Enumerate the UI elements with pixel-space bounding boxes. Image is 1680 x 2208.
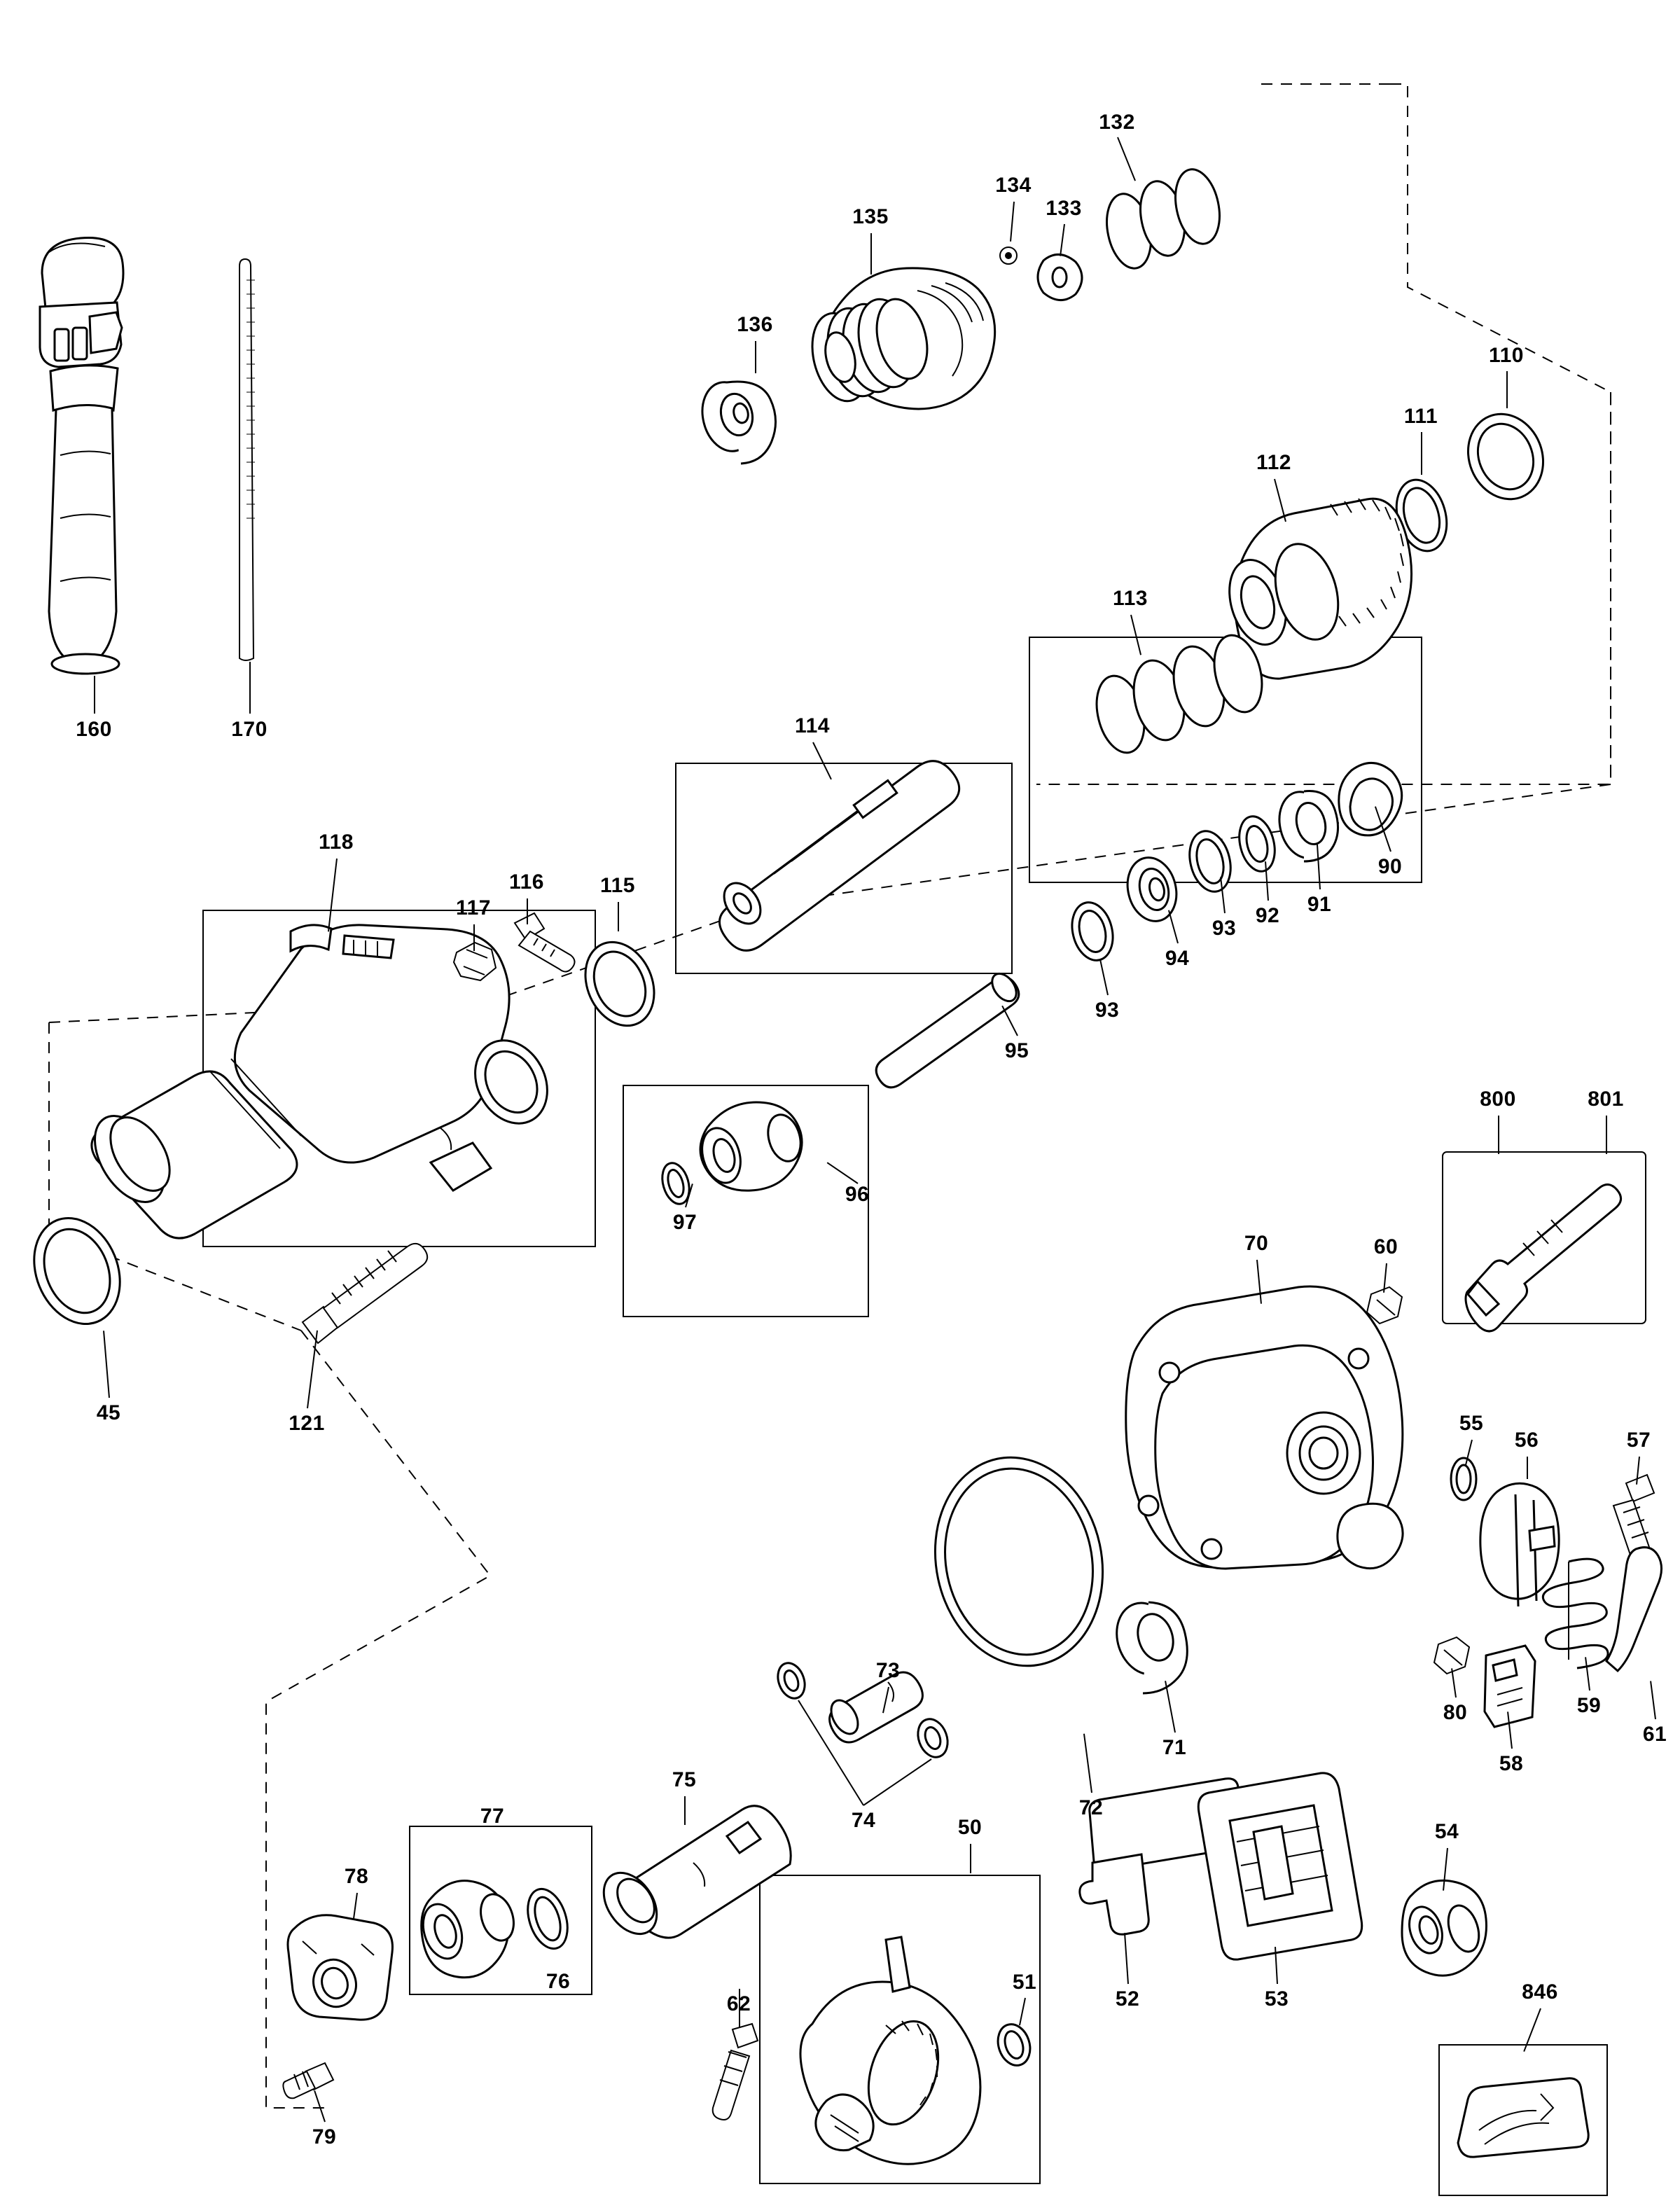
callout-45: 45 <box>96 1401 121 1424</box>
part-70-gear-housing <box>1126 1286 1403 1569</box>
part-71-bearing <box>1108 1595 1187 1693</box>
callout-135: 135 <box>852 205 889 228</box>
callout-94: 94 <box>1165 947 1190 970</box>
part-96-sleeve <box>696 1102 806 1190</box>
callout-136: 136 <box>737 313 773 336</box>
part-61-lever <box>1606 1548 1662 1671</box>
callout-58: 58 <box>1499 1752 1524 1775</box>
part-846-literature-pack <box>1458 2078 1588 2157</box>
leader-line <box>249 662 251 714</box>
part-132-seal-rings <box>1100 165 1226 272</box>
leader-line <box>870 233 872 275</box>
part-160-side-handle <box>40 237 123 674</box>
callout-56: 56 <box>1514 1429 1539 1452</box>
callout-117: 117 <box>456 896 491 919</box>
callout-121: 121 <box>289 1412 325 1435</box>
callout-62: 62 <box>726 1992 751 2015</box>
callout-70: 70 <box>1244 1232 1269 1255</box>
callout-54: 54 <box>1434 1820 1459 1843</box>
callout-93: 93 <box>1212 917 1237 940</box>
callout-115: 115 <box>600 874 635 897</box>
part-75-cylinder <box>593 1806 791 1944</box>
part-62-screw <box>713 2024 758 2120</box>
callout-74: 74 <box>851 1809 876 1832</box>
part-77-piston-assembly <box>417 1881 520 1978</box>
part-133-washer <box>1038 254 1082 300</box>
part-110-ring <box>1456 403 1556 511</box>
callout-50: 50 <box>957 1816 983 1839</box>
part-45-o-ring <box>19 1205 135 1337</box>
part-116-screw <box>515 913 575 972</box>
callout-132: 132 <box>1099 111 1135 134</box>
leader-line <box>684 1796 686 1825</box>
callout-91: 91 <box>1307 893 1332 916</box>
callout-77: 77 <box>480 1805 505 1828</box>
part-73-roller-pin <box>826 1672 922 1742</box>
part-135-chuck-body <box>804 268 995 409</box>
part-114-piston-shaft <box>716 761 959 951</box>
callout-800: 800 <box>1480 1088 1516 1111</box>
part-78-bracket <box>288 1915 392 2020</box>
callout-92: 92 <box>1255 904 1280 927</box>
callout-801: 801 <box>1588 1088 1624 1111</box>
part-51-ring <box>993 2020 1035 2070</box>
part-55-washer <box>1451 1458 1476 1500</box>
part-92-ring <box>1234 812 1280 875</box>
part-170-depth-rod <box>239 259 255 660</box>
part-50-gear-assembly <box>800 1937 980 2164</box>
leader-line <box>1506 371 1508 408</box>
callout-57: 57 <box>1626 1429 1651 1452</box>
callout-73: 73 <box>875 1659 901 1682</box>
callout-52: 52 <box>1115 1987 1140 2011</box>
part-58-switch-block <box>1485 1646 1535 1727</box>
leader-line <box>527 898 528 924</box>
callout-59: 59 <box>1576 1694 1602 1717</box>
callout-170: 170 <box>231 718 268 741</box>
leader-line <box>473 924 475 951</box>
part-54-cap <box>1402 1880 1487 1976</box>
callout-51: 51 <box>1012 1971 1037 1994</box>
callout-134: 134 <box>995 174 1032 197</box>
callout-95: 95 <box>1004 1039 1029 1062</box>
leader-line <box>1498 1116 1499 1154</box>
callout-53: 53 <box>1264 1987 1289 2011</box>
part-91-bearing <box>1272 786 1338 863</box>
leader-line <box>618 902 619 931</box>
callout-97: 97 <box>672 1211 697 1234</box>
part-79-screw <box>283 2063 333 2098</box>
callout-160: 160 <box>76 718 112 741</box>
callout-78: 78 <box>344 1865 369 1888</box>
part-113-seal-rings <box>1089 630 1269 758</box>
callout-60: 60 <box>1373 1235 1398 1258</box>
part-93-ring-lower <box>1067 898 1119 964</box>
part-56-selector-knob <box>1480 1483 1559 1606</box>
leader-line <box>970 1844 971 1873</box>
callout-112: 112 <box>1256 451 1291 474</box>
callout-80: 80 <box>1443 1701 1468 1724</box>
callout-846: 846 <box>1522 1980 1558 2004</box>
callout-76: 76 <box>546 1970 571 1993</box>
callout-90: 90 <box>1377 855 1403 878</box>
callout-110: 110 <box>1489 344 1524 367</box>
part-95-pin <box>876 969 1021 1088</box>
callout-72: 72 <box>1078 1796 1104 1819</box>
callout-93: 93 <box>1095 999 1120 1022</box>
part-93-ring-upper <box>1183 827 1237 896</box>
callout-61: 61 <box>1642 1723 1667 1746</box>
part-72-o-ring <box>916 1442 1121 1682</box>
leader-line <box>1527 1457 1528 1479</box>
leader-line <box>755 341 756 373</box>
part-134-pin <box>1000 247 1017 264</box>
callout-118: 118 <box>319 831 354 854</box>
callout-71: 71 <box>1162 1736 1187 1759</box>
part-121-screw <box>303 1244 427 1343</box>
leader-line <box>94 676 95 714</box>
part-115-ring <box>573 931 667 1037</box>
callout-96: 96 <box>845 1183 870 1206</box>
part-94-ring <box>1121 852 1183 926</box>
callout-114: 114 <box>795 714 830 737</box>
callout-133: 133 <box>1046 197 1082 220</box>
leader-line <box>1606 1116 1607 1154</box>
callout-116: 116 <box>509 870 544 894</box>
part-53-switch <box>1198 1773 1361 1959</box>
part-90-circlip <box>1339 763 1402 835</box>
part-136-end-cap <box>695 377 776 464</box>
callout-79: 79 <box>312 2125 337 2148</box>
part-76-ring <box>521 1884 575 1954</box>
callout-113: 113 <box>1113 587 1148 610</box>
callout-111: 111 <box>1403 405 1438 428</box>
part-800-801-tool <box>1466 1184 1621 1331</box>
leader-line <box>1421 432 1422 475</box>
callout-55: 55 <box>1459 1412 1484 1435</box>
callout-75: 75 <box>672 1768 697 1791</box>
